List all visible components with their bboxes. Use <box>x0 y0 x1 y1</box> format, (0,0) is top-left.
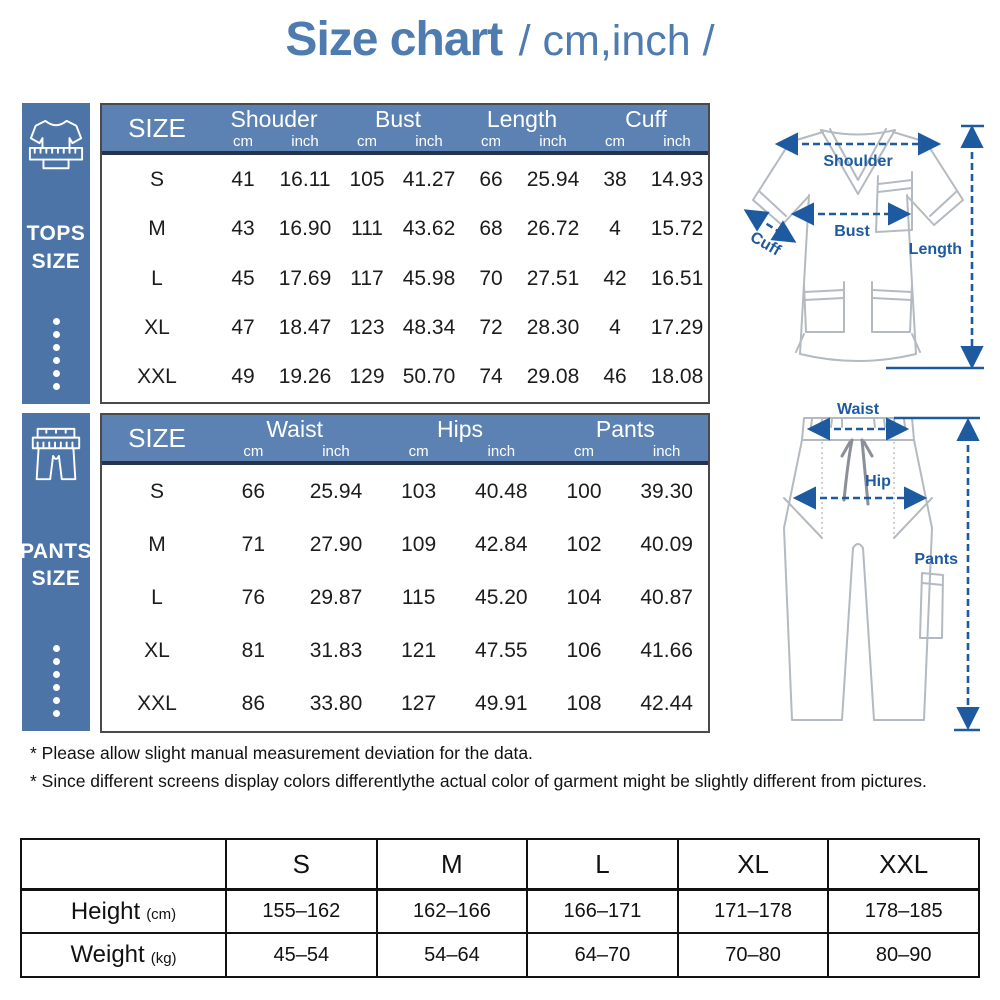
measurement-label-hip: Hip <box>865 473 891 490</box>
dots-decoration <box>53 645 60 717</box>
table-row <box>102 204 708 253</box>
measurement-label-cuff: Cuff <box>747 228 784 260</box>
size-cell: M <box>148 532 166 556</box>
pants-size-sidebar <box>19 413 93 731</box>
table-row <box>102 155 708 204</box>
tops-size-sidebar <box>22 103 90 404</box>
cuff-arrow <box>747 212 792 260</box>
col-header-s: S <box>225 840 376 888</box>
row-label-weight: Weight (kg) <box>22 932 225 976</box>
value-cell: 42 <box>603 266 627 290</box>
size-column-header: SIZE <box>128 422 186 453</box>
value-cell: 47.55 <box>475 639 528 663</box>
tops-table-header <box>102 105 708 155</box>
col-header-l: L <box>526 840 677 888</box>
value-cell: 15.72 <box>650 217 704 241</box>
value-cell: 103 <box>401 479 437 503</box>
value-cell: 41.27 <box>402 167 456 191</box>
unit-label-inch: inch <box>291 132 319 150</box>
column-group-shoulder: Shouder cm inch <box>212 108 336 149</box>
measurement-label-pants: Pants <box>914 551 958 568</box>
size-cell: S <box>149 479 164 503</box>
measurement-label-bust: Bust <box>834 223 870 240</box>
value-cell: 42.84 <box>475 532 528 556</box>
column-group-pants: Pants cm inch <box>543 418 708 459</box>
size-cell: S <box>149 167 164 191</box>
unit-label-inch: inch <box>415 132 443 150</box>
shoulder-arrow <box>780 144 936 170</box>
value-cell: 43.62 <box>402 217 456 241</box>
value-cell: 111 <box>351 217 383 241</box>
table-row <box>102 353 708 402</box>
value-cell: 26.72 <box>526 217 580 241</box>
value-cell: 171–178 <box>677 888 828 932</box>
table-row <box>102 518 708 571</box>
value-cell: 27.90 <box>309 532 363 556</box>
pants-table-body <box>102 465 708 731</box>
value-cell: 16.11 <box>279 167 331 191</box>
value-cell: 81 <box>241 639 265 663</box>
column-group-cuff: Cuff cm inch <box>584 108 708 149</box>
value-cell: 45–54 <box>225 932 376 976</box>
value-cell: 16.90 <box>278 217 332 241</box>
tops-table-body <box>102 155 708 402</box>
value-cell: 25.94 <box>309 479 363 503</box>
value-cell: 100 <box>566 479 602 503</box>
value-cell: 14.93 <box>650 167 704 191</box>
value-cell: 25.94 <box>526 167 580 191</box>
value-cell: 45 <box>231 266 255 290</box>
value-cell: 29.08 <box>526 365 580 389</box>
value-cell: 42.44 <box>640 692 693 716</box>
value-cell: 127 <box>401 692 437 716</box>
pants-ruler-icon <box>27 425 85 485</box>
hip-arrow <box>798 473 922 498</box>
value-cell: 76 <box>241 586 265 609</box>
column-group-length: Length cm inch <box>460 108 584 149</box>
value-cell: 28.30 <box>526 315 580 339</box>
value-cell: 40.48 <box>475 479 528 503</box>
tops-sidebar-label: TOPS SIZE <box>26 222 86 273</box>
size-cell: M <box>148 217 166 241</box>
value-cell: 109 <box>401 532 437 556</box>
value-cell: 64–70 <box>526 932 677 976</box>
size-column-header: SIZE <box>128 112 186 143</box>
value-cell: 43 <box>231 217 255 241</box>
table-row <box>102 465 708 518</box>
value-cell: 18.08 <box>650 365 704 389</box>
value-cell: 31.83 <box>309 639 363 663</box>
column-group-bust: Bust cm inch <box>336 108 460 149</box>
value-cell: 178–185 <box>827 888 978 932</box>
unit-label-cm: cm <box>605 132 625 150</box>
size-cell: XL <box>144 639 170 663</box>
value-cell: 72 <box>479 315 503 339</box>
scrub-top-diagram <box>726 98 992 398</box>
size-cell: L <box>151 586 163 609</box>
value-cell: 40.87 <box>640 586 693 609</box>
value-cell: 123 <box>349 315 385 339</box>
value-cell: 117 <box>350 266 384 290</box>
value-cell: 39.30 <box>640 479 693 503</box>
value-cell: 115 <box>401 586 436 609</box>
col-header-xxl: XXL <box>827 840 978 888</box>
size-cell: XXL <box>137 692 177 716</box>
value-cell: 49.91 <box>475 692 528 716</box>
value-cell: 18.47 <box>278 315 332 339</box>
value-cell: 19.26 <box>278 365 332 389</box>
column-group-waist: Waist cm inch <box>212 418 377 459</box>
dots-decoration <box>53 318 60 390</box>
value-cell: 68 <box>479 217 503 241</box>
value-cell: 49 <box>231 365 255 389</box>
note-line: * Since different screens display colors differentlythe actual color of garment might be slightly different from pictures. <box>30 770 927 791</box>
value-cell: 166–171 <box>526 888 677 932</box>
value-cell: 41.66 <box>640 639 693 663</box>
value-cell: 27.51 <box>526 266 580 290</box>
table-row <box>102 625 708 678</box>
value-cell: 48.34 <box>402 315 456 339</box>
value-cell: 17.29 <box>650 315 704 339</box>
row-label-height: Height (cm) <box>22 888 225 932</box>
value-cell: 45.98 <box>402 266 456 290</box>
table-row <box>102 678 708 731</box>
value-cell: 4 <box>609 315 621 339</box>
col-header-m: M <box>376 840 527 888</box>
value-cell: 108 <box>566 692 602 716</box>
unit-label-inch: inch <box>487 442 516 460</box>
corner-cell <box>22 840 225 888</box>
column-group-hips: Hips cm inch <box>377 418 542 459</box>
page-title <box>0 12 1000 67</box>
value-cell: 104 <box>566 586 602 609</box>
measurement-label-shoulder: Shoulder <box>823 153 893 170</box>
value-cell: 4 <box>609 217 621 241</box>
value-cell: 17.69 <box>278 266 332 290</box>
disclaimer-notes <box>30 740 978 795</box>
value-cell: 102 <box>566 532 602 556</box>
pants-size-table <box>100 413 710 733</box>
drawstring <box>842 440 872 504</box>
value-cell: 86 <box>241 692 265 716</box>
value-cell: 80–90 <box>827 932 978 976</box>
unit-label-inch: inch <box>539 132 567 150</box>
size-cell: XL <box>144 315 170 339</box>
table-row <box>102 254 708 303</box>
value-cell: 155–162 <box>225 888 376 932</box>
unit-label-inch: inch <box>322 442 350 460</box>
waist-arrow <box>812 401 904 429</box>
measurement-label-length: Length <box>908 241 962 258</box>
value-cell: 106 <box>566 639 602 663</box>
page-title-main: Size chart <box>285 13 503 66</box>
tshirt-ruler-icon <box>27 115 85 177</box>
unit-label-inch: inch <box>652 442 681 460</box>
table-row <box>102 303 708 352</box>
unit-label-cm: cm <box>408 442 429 460</box>
measurement-label-waist: Waist <box>836 401 880 418</box>
value-cell: 70 <box>479 266 503 290</box>
unit-label-cm: cm <box>243 442 264 460</box>
value-cell: 66 <box>479 167 503 191</box>
pants-sidebar-label: PANTS SIZE <box>19 539 93 590</box>
scrub-pants-diagram <box>726 398 992 740</box>
page-title-units: / cm,inch / <box>518 17 715 65</box>
value-cell: 29.87 <box>309 586 363 609</box>
value-cell: 162–166 <box>376 888 527 932</box>
note-line: * Please allow slight manual measurement deviation for the data. <box>30 743 533 763</box>
value-cell: 45.20 <box>475 586 528 609</box>
bust-arrow <box>796 214 906 240</box>
value-cell: 66 <box>241 479 265 503</box>
value-cell: 33.80 <box>309 692 363 716</box>
col-header-xl: XL <box>677 840 828 888</box>
unit-label-cm: cm <box>481 132 501 150</box>
value-cell: 38 <box>603 167 627 191</box>
size-cell: L <box>151 266 163 290</box>
tops-size-table <box>100 103 710 404</box>
unit-label-cm: cm <box>573 442 594 460</box>
table-row <box>102 571 708 624</box>
unit-label-cm: cm <box>233 132 253 150</box>
value-cell: 121 <box>401 639 437 663</box>
size-cell: XXL <box>137 365 177 389</box>
unit-label-cm: cm <box>357 132 377 150</box>
value-cell: 129 <box>349 365 385 389</box>
value-cell: 71 <box>241 532 265 556</box>
value-cell: 105 <box>349 167 385 191</box>
height-weight-table <box>20 838 980 978</box>
unit-label-inch: inch <box>663 132 691 150</box>
value-cell: 16.51 <box>650 266 704 290</box>
value-cell: 46 <box>603 365 627 389</box>
value-cell: 40.09 <box>640 532 693 556</box>
value-cell: 41 <box>231 167 255 191</box>
value-cell: 74 <box>479 365 503 389</box>
value-cell: 50.70 <box>402 365 456 389</box>
value-cell: 47 <box>231 315 255 339</box>
value-cell: 54–64 <box>376 932 527 976</box>
value-cell: 70–80 <box>677 932 828 976</box>
pants-table-header <box>102 415 708 465</box>
